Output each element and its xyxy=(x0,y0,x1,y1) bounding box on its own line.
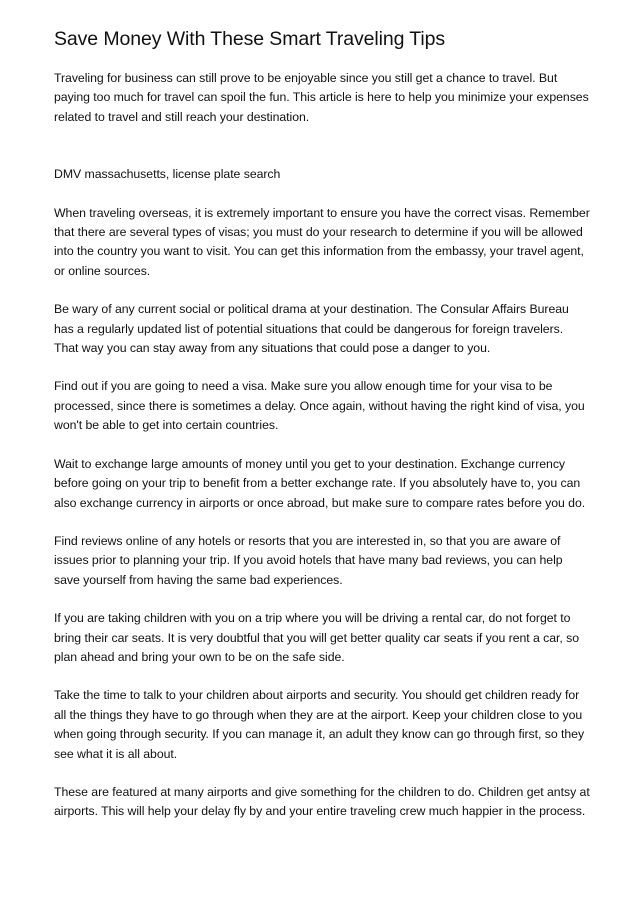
airport-security-paragraph: Take the time to talk to your children about airports and security. You should get children ready for all the things they have to go through when they are at the airport. Keep your children close to you when going through security. If you can manage it, an adult they know can go through first, so they see what it is all about. xyxy=(54,688,585,761)
hotel-reviews-paragraph: Find reviews online of any hotels or resorts that you are interested in, so that you are aware of issues prior to planning your trip. If you avoid hotels that have many bad reviews, you can help save yourself from having the same bad experiences. xyxy=(54,533,563,587)
document-page xyxy=(54,26,590,822)
children-airport-paragraph: These are featured at many airports and give something for the children to do. Children get antsy at airports. This will help your delay fly by and your entire traveling crew much happier in the process. xyxy=(54,784,590,819)
visa-timing-paragraph: Find out if you are going to need a visa. Make sure you allow enough time for your visa to be processed, since there is sometimes a delay. Once again, without having the right kind of visa, you won't be able to get into certain countries. xyxy=(54,379,585,433)
intro-paragraph: Traveling for business can still prove to be enjoyable since you still get a chance to travel. But paying too much for travel can spoil the fun. This article is here to help you minimize your expenses related to travel and still reach your destination. xyxy=(54,71,589,124)
link-text[interactable]: DMV massachusetts, license plate search xyxy=(54,167,281,182)
car-seats-paragraph: If you are taking children with you on a trip where you will be driving a rental car, do not forget to bring their car seats. It is very doubtful that you will get better quality car seats if you rent a car, so plan ahead and bring your own to be on the safe side. xyxy=(54,611,580,664)
document-title: Save Money With These Smart Traveling Tips xyxy=(54,28,446,50)
currency-exchange-paragraph: Wait to exchange large amounts of money until you get to your destination. Exchange currency before going on your trip to benefit from a better exchange rate. If you absolutely have to, you can also exchange currency in airports or once abroad, but make sure to compare rates before you do. xyxy=(54,456,586,510)
political-drama-paragraph: Be wary of any current social or political drama at your destination. The Consular Affairs Bureau has a regularly updated list of potential situations that could be dangerous for foreign travelers. That way you can stay away from any situations that could pose a danger to you. xyxy=(54,302,569,356)
visa-paragraph: When traveling overseas, it is extremely important to ensure you have the correct visas. Remember that there are several types of visas; you must do your research to determine if you will be allowed into the country you want to visit. You can get this information from the embassy, your travel agent, or online sources. xyxy=(54,205,590,278)
